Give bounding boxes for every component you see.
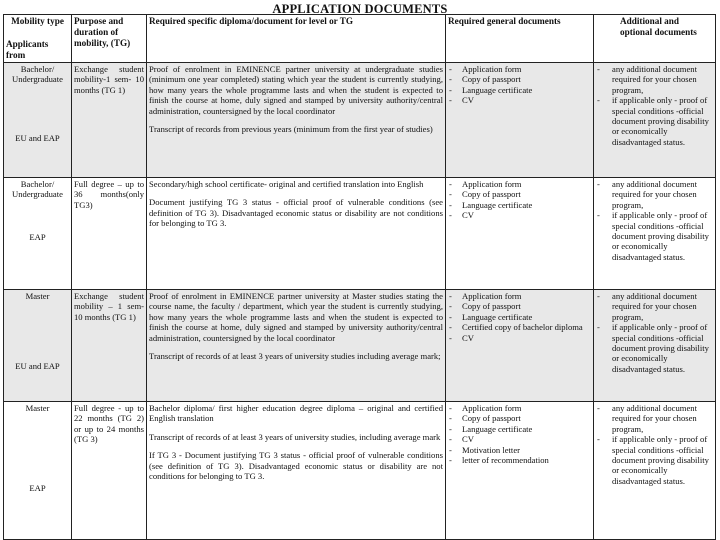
- list-item: - CV: [448, 434, 591, 444]
- list-item: - Language certificate: [448, 424, 591, 434]
- list-item: - Certified copy of bachelor diploma: [448, 322, 591, 332]
- mobility-level: Master: [25, 291, 50, 301]
- list-item: - Language certificate: [448, 85, 591, 95]
- header-purpose: Purpose and duration of mobility, (TG): [72, 15, 147, 63]
- required-specific-item: Transcript of records of at least 3 years of university studies, including average mark: [149, 431, 441, 442]
- header-required-general: Required general documents: [446, 15, 594, 63]
- list-item: - Language certificate: [448, 200, 591, 210]
- applicants-from: EU and EAP: [15, 132, 60, 143]
- required-general-cell: [446, 63, 594, 178]
- mobility-level: Bachelor/ Undergraduate: [12, 179, 63, 200]
- header-applicants-from-label: Applicants from: [6, 39, 49, 60]
- required-specific-cell: [147, 178, 446, 290]
- header-mobility-type: [4, 15, 72, 63]
- list-item: - Application form: [448, 291, 591, 301]
- mobility-type-cell: [4, 178, 72, 290]
- applicants-from: EU and EAP: [15, 361, 60, 372]
- list-item: - Copy of passport: [448, 301, 591, 311]
- required-general-cell: [446, 290, 594, 402]
- additional-cell: [594, 402, 716, 540]
- list-item: - Application form: [448, 64, 591, 74]
- required-specific-cell: [147, 290, 446, 402]
- list-item: - any additional document required for your chosen program,: [596, 403, 713, 434]
- required-general-cell: [446, 402, 594, 540]
- list-item: - letter of recommendation: [448, 455, 591, 465]
- list-item: - Copy of passport: [448, 189, 591, 199]
- page-title: APPLICATION DOCUMENTS: [272, 2, 448, 16]
- list-item: - any additional document required for your chosen program,: [596, 64, 713, 95]
- header-additional: Additional and optional documents: [594, 15, 716, 63]
- required-specific-item: Proof of enrolment in EMINENCE partner university at Master studies stating the course name, the faculty / department, which year the student is currently studying, how many years the whole programme lasts and when the student is expected to finish the course at home, duly signed and stamped by university authority/central administration, countersigned by the local coordinator: [149, 291, 443, 343]
- list-item: - Copy of passport: [448, 74, 591, 84]
- required-general-cell: [446, 178, 594, 290]
- table-row: [4, 290, 716, 402]
- mobility-type-cell: [4, 402, 72, 540]
- required-specific-item: Transcript of records from previous years (minimum from the first year of studies): [149, 124, 433, 135]
- list-item: - Application form: [448, 179, 591, 189]
- mobility-level: Master: [25, 403, 50, 413]
- table-row: [4, 178, 716, 290]
- list-item: - CV: [448, 333, 591, 343]
- purpose-cell: Full degree - up to 22 months (TG 2) or up to 24 months (TG 3): [72, 402, 147, 540]
- additional-cell: [594, 63, 716, 178]
- purpose-cell: Exchange student mobility – 1 sem- 10 months (TG 1): [72, 290, 147, 402]
- required-specific-item: Bachelor diploma/ first higher education degree diploma – original and certified English translation: [149, 403, 443, 424]
- list-item: - Language certificate: [448, 312, 591, 322]
- required-specific-item: If TG 3 - Document justifying TG 3 status - official proof of vulnerable conditions (see definition of TG 3). Disadvantaged economic status or disability are not conditions for belonging to TG 3.: [149, 450, 443, 482]
- purpose-cell: Exchange student mobility-1 sem- 10 months (TG 1): [72, 63, 147, 178]
- applicants-from: EAP: [29, 483, 46, 494]
- required-specific-item: Transcript of records of at least 3 years of university studies including average mark;: [149, 351, 441, 362]
- list-item: - Application form: [448, 403, 591, 413]
- list-item: - if applicable only - proof of special conditions -official document proving disability or economically disadvantaged status.: [596, 434, 713, 486]
- purpose-cell: Full degree – up to 36 months(only TG3): [72, 178, 147, 290]
- list-item: - if applicable only - proof of special conditions -official document proving disability or economically disadvantaged status.: [596, 210, 713, 262]
- required-specific-item: Secondary/high school certificate- original and certified translation into English: [149, 179, 424, 189]
- list-item: - CV: [448, 210, 591, 220]
- list-item: - Motivation letter: [448, 445, 591, 455]
- applicants-from: EAP: [29, 231, 46, 242]
- mobility-level: Bachelor/ Undergraduate: [12, 64, 63, 85]
- list-item: - any additional document required for your chosen program,: [596, 291, 713, 322]
- additional-cell: [594, 178, 716, 290]
- header-row: [4, 15, 716, 63]
- required-specific-item: Proof of enrolment in EMINENCE partner university at undergraduate studies (minimum one year completed) stating which year the student is currently studying, how many years the whole programme lasts and when the student is expected to finish the course at home, duly signed and stamped by university authority/central administration, countersigned by the local coordinator: [149, 64, 443, 116]
- required-specific-cell: [147, 63, 446, 178]
- list-item: - if applicable only - proof of special conditions -official document proving disability or economically disadvantaged status.: [596, 322, 713, 374]
- mobility-type-cell: [4, 63, 72, 178]
- header-mobility-type-label: Mobility type: [11, 16, 64, 26]
- additional-cell: [594, 290, 716, 402]
- list-item: - any additional document required for your chosen program,: [596, 179, 713, 210]
- table-row: [4, 63, 716, 178]
- application-documents-table: [3, 14, 716, 540]
- required-specific-cell: [147, 402, 446, 540]
- header-required-specific: Required specific diploma/document for level or TG: [147, 15, 446, 63]
- mobility-type-cell: [4, 290, 72, 402]
- list-item: - Copy of passport: [448, 413, 591, 423]
- table-row: [4, 402, 716, 540]
- list-item: - CV: [448, 95, 591, 105]
- list-item: - if applicable only - proof of special conditions -official document proving disability or economically disadvantaged status.: [596, 95, 713, 147]
- required-specific-item: Document justifying TG 3 status - official proof of vulnerable conditions (see definition of TG 3). Disadvantaged economic status or disability are not conditions for belonging to TG 3.: [149, 197, 443, 229]
